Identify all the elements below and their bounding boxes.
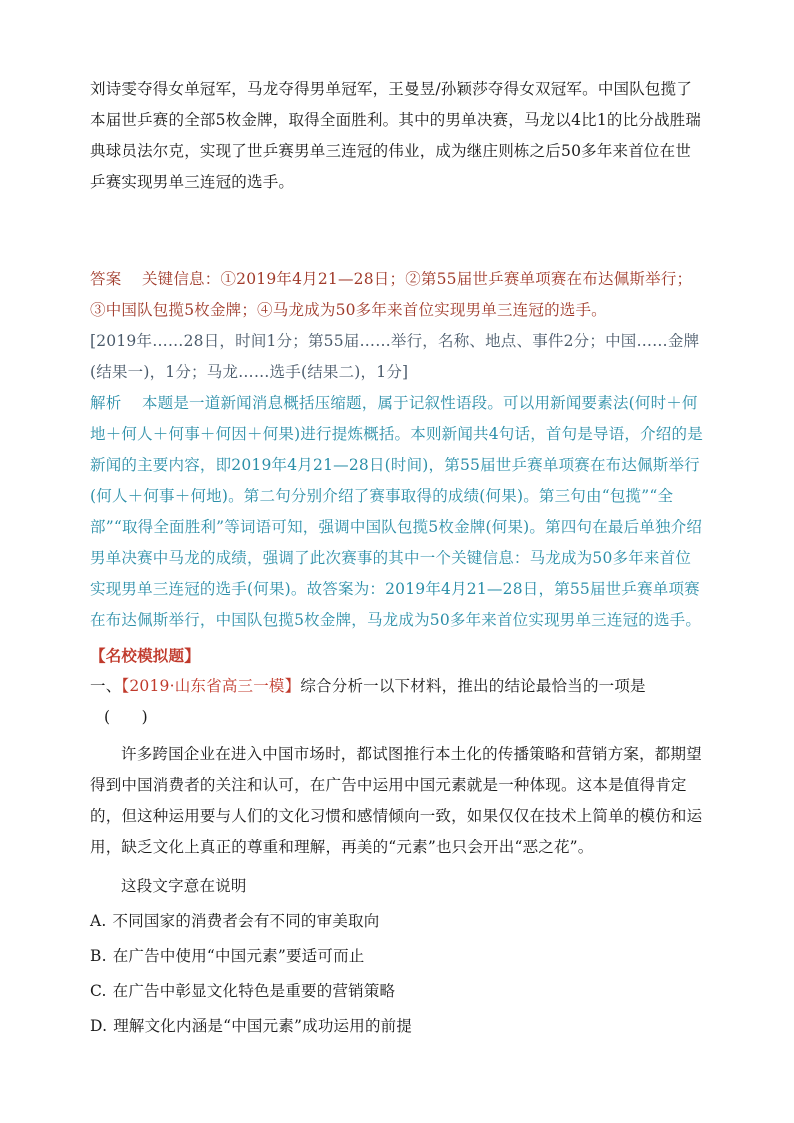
option-label: B. <box>90 947 107 965</box>
question-source: 【2019·山东省高三一模】 <box>121 677 301 695</box>
intro-paragraph: 刘诗雯夺得女单冠军，马龙夺得男单冠军，王曼昱/孙颖莎夺得女双冠军。中国队包揽了本届世乒赛的全部5枚金牌，取得全面胜利。其中的男单决赛，马龙以4比1的比分战胜瑞典球员法尔克，实现了世乒赛男单三连冠的伟业，成为继庄则栋之后50多年来首位在世乒赛实现男单三连冠的选手。 <box>90 80 702 191</box>
option-label: A. <box>90 912 107 930</box>
question-number: 一、 <box>90 677 122 695</box>
question-prompt: 综合分析一以下材料，推出的结论最恰当的一项是 <box>300 677 646 695</box>
option-d <box>90 1011 704 1042</box>
answer-blank: ( ) <box>104 708 148 726</box>
option-text: 在广告中彰显文化特色是重要的营销策略 <box>112 982 396 1000</box>
question-stem: 这段文字意在说明 <box>121 877 247 895</box>
option-label: D. <box>90 1017 108 1035</box>
answer-label: 答案 <box>90 270 122 288</box>
option-text: 理解文化内涵是“中国元素”成功运用的前提 <box>113 1017 413 1035</box>
scoring-note: [2019年……28日，时间1分；第55届……举行，名称、地点、事件2分；中国……金牌(结果一)，1分；马龙……选手(结果二)，1分] <box>90 332 700 381</box>
answer-text: 关键信息：①2019年4月21—28日；②第55届世乒赛单项赛在布达佩斯举行；③中国队包揽5枚金牌；④马龙成为50多年来首位实现男单三连冠的选手。 <box>90 270 693 319</box>
analysis-label: 解析 <box>90 394 122 412</box>
section-title: 【名校模拟题】 <box>90 646 200 665</box>
document-page <box>90 74 704 1042</box>
option-c <box>90 976 704 1007</box>
question-passage: 许多跨国企业在进入中国市场时，都试图推行本土化的传播策略和营销方案，都期望得到中国消费者的关注和认可，在广告中运用中国元素就是一种体现。这本是值得肯定的，但这种运用要与人们的文化习惯和感情倾向一致，如果仅仅在技术上简单的模仿和运用，缺乏文化上真正的尊重和理解，再美的“元素”也只会开出“恶之花”。 <box>90 745 703 856</box>
option-a <box>90 906 704 937</box>
option-text: 在广告中使用“中国元素”要适可而止 <box>112 947 365 965</box>
option-label: C. <box>90 982 107 1000</box>
analysis-block <box>90 388 704 636</box>
question-1 <box>90 671 704 702</box>
analysis-text: 本题是一道新闻消息概括压缩题，属于记叙性语段。可以用新闻要素法(何时＋何地＋何人＋何事＋何因＋何果)进行提炼概括。本则新闻共4句话，首句是导语，介绍的是新闻的主要内容，即2019年4月21—28日(时间)，第55届世乒赛单项赛在布达佩斯举行(何人＋何事＋何地)。第二句分别介绍了赛事取得的成绩(何果)。第三句由“包揽”“全部”“取得全面胜利”等词语可知，强调中国队包揽5枚金牌(何果)。第四句在最后单独介绍男单决赛中马龙的成绩，强调了此次赛事的其中一个关键信息：马龙成为50多年来首位实现男单三连冠的选手(何果)。故答案为：2019年4月21—28日，第55届世乒赛单项赛在布达佩斯举行，中国队包揽5枚金牌，马龙成为50多年来首位实现男单三连冠的选手。 <box>90 394 703 629</box>
option-b <box>90 941 704 972</box>
answer-block <box>90 264 704 326</box>
option-text: 不同国家的消费者会有不同的审美取向 <box>112 912 380 930</box>
